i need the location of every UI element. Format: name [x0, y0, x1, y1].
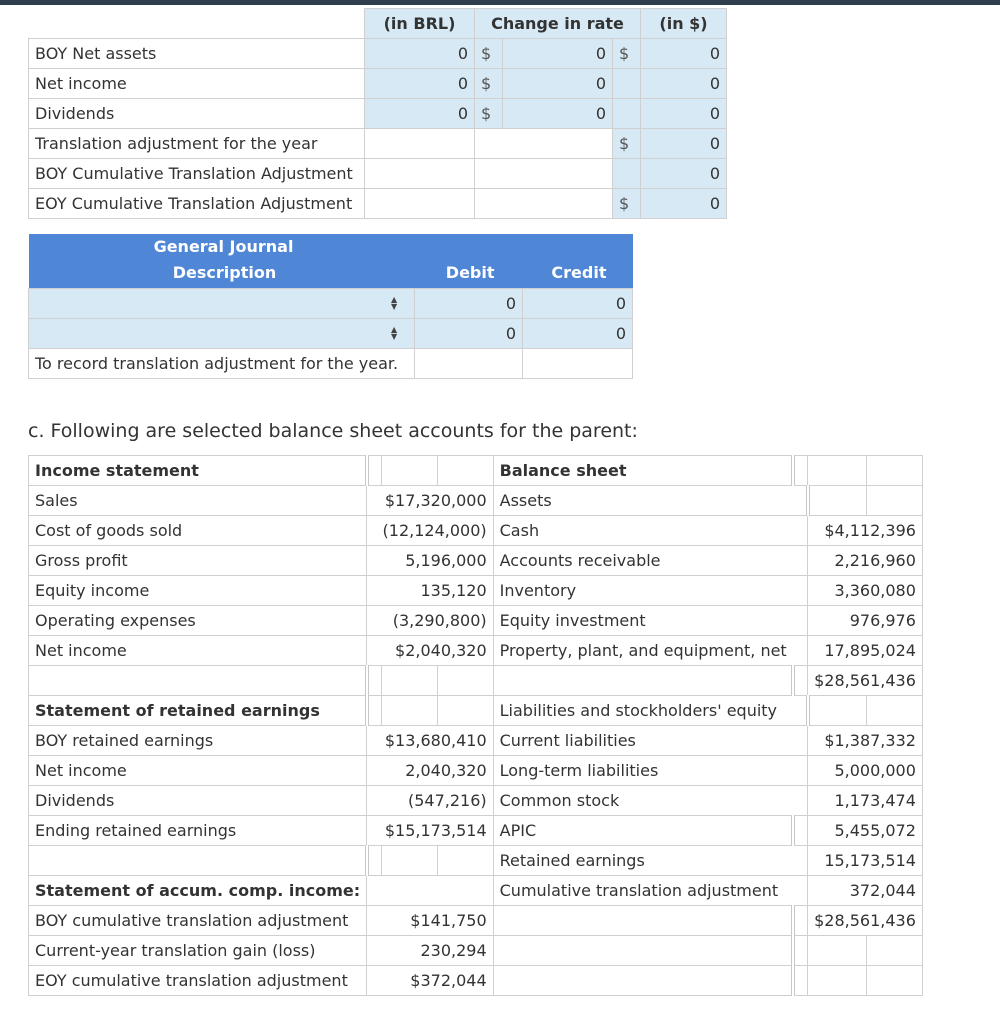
retained-earnings-title: Statement of retained earnings: [29, 696, 367, 726]
statement-row: [29, 876, 923, 906]
journal-header-row: [29, 258, 633, 288]
spacer: [493, 936, 793, 966]
credit-input[interactable]: 0: [523, 288, 633, 318]
usd-input[interactable]: 0: [641, 189, 727, 219]
bs-label: Current liabilities: [493, 726, 808, 756]
liabilities-label: Liabilities and stockholders' equity: [493, 696, 808, 726]
empty-input[interactable]: [613, 159, 641, 189]
spacer: [793, 666, 808, 696]
spacer: [381, 846, 437, 876]
translation-row: [29, 129, 727, 159]
bs-value: 15,173,514: [808, 846, 923, 876]
is-value: (3,290,800): [367, 606, 494, 636]
spacer: [866, 486, 922, 516]
bs-label: Accounts receivable: [493, 546, 808, 576]
debit-input[interactable]: 0: [415, 318, 523, 348]
spacer: [29, 846, 367, 876]
re-value: $15,173,514: [367, 816, 494, 846]
parent-statements-table: [28, 455, 923, 996]
brl-input[interactable]: 0: [365, 39, 475, 69]
spacer: [793, 816, 808, 846]
spacer: [381, 456, 437, 486]
journal-memo: To record translation adjustment for the year.: [29, 348, 415, 378]
spacer: [793, 906, 808, 936]
statement-row: [29, 786, 923, 816]
journal-row: [29, 288, 633, 318]
is-value: 5,196,000: [367, 546, 494, 576]
empty-cell: [503, 189, 613, 219]
is-value: $17,320,000: [367, 486, 494, 516]
statement-row: [29, 516, 923, 546]
statement-row: [29, 756, 923, 786]
is-label: Net income: [29, 636, 367, 666]
translation-row: [29, 39, 727, 69]
spacer: [437, 696, 493, 726]
is-label: Equity income: [29, 576, 367, 606]
general-journal-table: [28, 234, 633, 379]
top-bar: [0, 0, 1000, 5]
bs-label: Long-term liabilities: [493, 756, 808, 786]
re-value: $13,680,410: [367, 726, 494, 756]
journal-title-row: [29, 234, 633, 258]
rate-input[interactable]: 0: [503, 39, 613, 69]
spacer: [808, 936, 866, 966]
aci-value: 230,294: [367, 936, 494, 966]
assets-label: Assets: [493, 486, 808, 516]
dollar-sign: $: [475, 69, 503, 99]
re-label: Dividends: [29, 786, 367, 816]
statement-row: [29, 546, 923, 576]
bs-label: Cash: [493, 516, 808, 546]
bs-value: $1,387,332: [808, 726, 923, 756]
header-usd: (in $): [641, 9, 727, 39]
statement-row: [29, 696, 923, 726]
bs-label: Cumulative translation adjustment: [493, 876, 808, 906]
aci-label: BOY cumulative translation adjustment: [29, 906, 367, 936]
row-label: BOY Cumulative Translation Adjustment: [29, 159, 365, 189]
bs-value: 372,044: [808, 876, 923, 906]
statement-row: [29, 936, 923, 966]
statement-row: [29, 966, 923, 996]
empty-cell: [475, 129, 503, 159]
spacer: [793, 966, 808, 996]
re-label: Ending retained earnings: [29, 816, 367, 846]
bs-value: 5,455,072: [808, 816, 923, 846]
bs-value: 1,173,474: [808, 786, 923, 816]
header-change-in-rate: Change in rate: [475, 9, 641, 39]
brl-input[interactable]: 0: [365, 69, 475, 99]
journal-title: General Journal: [29, 234, 633, 258]
spacer: [367, 876, 494, 906]
spacer: [866, 696, 922, 726]
account-select[interactable]: [29, 288, 415, 318]
aci-value: $372,044: [367, 966, 494, 996]
translation-row: [29, 99, 727, 129]
empty-cell: [365, 189, 475, 219]
is-label: Cost of goods sold: [29, 516, 367, 546]
rate-input[interactable]: 0: [503, 99, 613, 129]
dollar-sign: $: [475, 99, 503, 129]
usd-input[interactable]: 0: [641, 159, 727, 189]
spacer: [367, 846, 382, 876]
bs-value: $4,112,396: [808, 516, 923, 546]
dollar-sign: $: [613, 129, 641, 159]
col-credit: Credit: [523, 258, 633, 288]
spacer: [793, 456, 808, 486]
statement-row: [29, 906, 923, 936]
total-assets: $28,561,436: [808, 666, 923, 696]
dollar-sign: $: [613, 39, 641, 69]
spacer: [866, 456, 922, 486]
is-label: Sales: [29, 486, 367, 516]
income-statement-title: Income statement: [29, 456, 367, 486]
is-label: Gross profit: [29, 546, 367, 576]
statement-row: [29, 456, 923, 486]
section-c-heading: c. Following are selected balance sheet accounts for the parent:: [28, 420, 638, 442]
journal-memo-row: [29, 348, 633, 378]
row-label: Dividends: [29, 99, 365, 129]
translation-row: [29, 189, 727, 219]
spacer: [493, 906, 793, 936]
re-label: Net income: [29, 756, 367, 786]
statement-row: [29, 636, 923, 666]
bs-value: 5,000,000: [808, 756, 923, 786]
dollar-sign: [613, 69, 641, 99]
balance-sheet-title: Balance sheet: [493, 456, 793, 486]
row-label: Translation adjustment for the year: [29, 129, 365, 159]
re-value: (547,216): [367, 786, 494, 816]
bs-label: Common stock: [493, 786, 808, 816]
accum-comp-income-title: Statement of accum. comp. income:: [29, 876, 367, 906]
dollar-sign: [613, 99, 641, 129]
aci-value: $141,750: [367, 906, 494, 936]
row-label: BOY Net assets: [29, 39, 365, 69]
spacer: [866, 936, 922, 966]
empty-cell: [523, 348, 633, 378]
empty-cell: [475, 159, 503, 189]
spacer: [866, 966, 922, 996]
bs-label: Equity investment: [493, 606, 808, 636]
spacer: [808, 696, 866, 726]
bs-label: Property, plant, and equipment, net: [493, 636, 808, 666]
translation-row: [29, 69, 727, 99]
spacer: [793, 936, 808, 966]
translation-table: [28, 8, 727, 219]
translation-header-row: [29, 9, 727, 39]
aci-label: EOY cumulative translation adjustment: [29, 966, 367, 996]
usd-input[interactable]: 0: [641, 39, 727, 69]
journal-row: [29, 318, 633, 348]
statement-row: [29, 816, 923, 846]
brl-input[interactable]: 0: [365, 99, 475, 129]
spacer: [808, 966, 866, 996]
spacer: [493, 966, 793, 996]
header-blank: [29, 9, 365, 39]
spacer: [493, 666, 793, 696]
row-label: Net income: [29, 69, 365, 99]
empty-cell: [503, 129, 613, 159]
statement-row: [29, 606, 923, 636]
spacer: [808, 486, 866, 516]
bs-value: 3,360,080: [808, 576, 923, 606]
spacer: [367, 666, 382, 696]
account-select[interactable]: [29, 318, 415, 348]
spacer: [381, 696, 437, 726]
spacer: [437, 666, 493, 696]
credit-input[interactable]: 0: [523, 318, 633, 348]
is-value: (12,124,000): [367, 516, 494, 546]
dollar-sign: $: [613, 189, 641, 219]
up-down-arrows-icon: ▲ ▼: [391, 294, 398, 311]
re-label: BOY retained earnings: [29, 726, 367, 756]
row-label: EOY Cumulative Translation Adjustment: [29, 189, 365, 219]
spacer: [367, 456, 382, 486]
bs-label: APIC: [493, 816, 793, 846]
spacer: [437, 456, 493, 486]
spacer: [367, 696, 382, 726]
statement-row: [29, 666, 923, 696]
re-value: 2,040,320: [367, 756, 494, 786]
bs-label: Inventory: [493, 576, 808, 606]
is-value: $2,040,320: [367, 636, 494, 666]
col-debit: Debit: [415, 258, 523, 288]
statement-row: [29, 486, 923, 516]
empty-cell: [415, 348, 523, 378]
header-brl: (in BRL): [365, 9, 475, 39]
is-value: 135,120: [367, 576, 494, 606]
dollar-sign: $: [475, 39, 503, 69]
empty-cell: [365, 129, 475, 159]
debit-input[interactable]: 0: [415, 288, 523, 318]
spacer: [437, 846, 493, 876]
empty-cell: [503, 159, 613, 189]
bs-label: Retained earnings: [493, 846, 808, 876]
bs-value: 17,895,024: [808, 636, 923, 666]
usd-input[interactable]: 0: [641, 69, 727, 99]
aci-label: Current-year translation gain (loss): [29, 936, 367, 966]
usd-input[interactable]: 0: [641, 99, 727, 129]
empty-cell: [475, 189, 503, 219]
rate-input[interactable]: 0: [503, 69, 613, 99]
statement-row: [29, 846, 923, 876]
bs-value: 2,216,960: [808, 546, 923, 576]
spacer: [381, 666, 437, 696]
is-label: Operating expenses: [29, 606, 367, 636]
total-liabilities-equity: $28,561,436: [808, 906, 923, 936]
bs-value: 976,976: [808, 606, 923, 636]
usd-input[interactable]: 0: [641, 129, 727, 159]
spacer: [808, 456, 866, 486]
empty-cell: [365, 159, 475, 189]
col-description: Description: [29, 258, 415, 288]
statement-row: [29, 576, 923, 606]
spacer: [29, 666, 367, 696]
up-down-arrows-icon: ▲ ▼: [391, 324, 398, 341]
translation-row: [29, 159, 727, 189]
statement-row: [29, 726, 923, 756]
